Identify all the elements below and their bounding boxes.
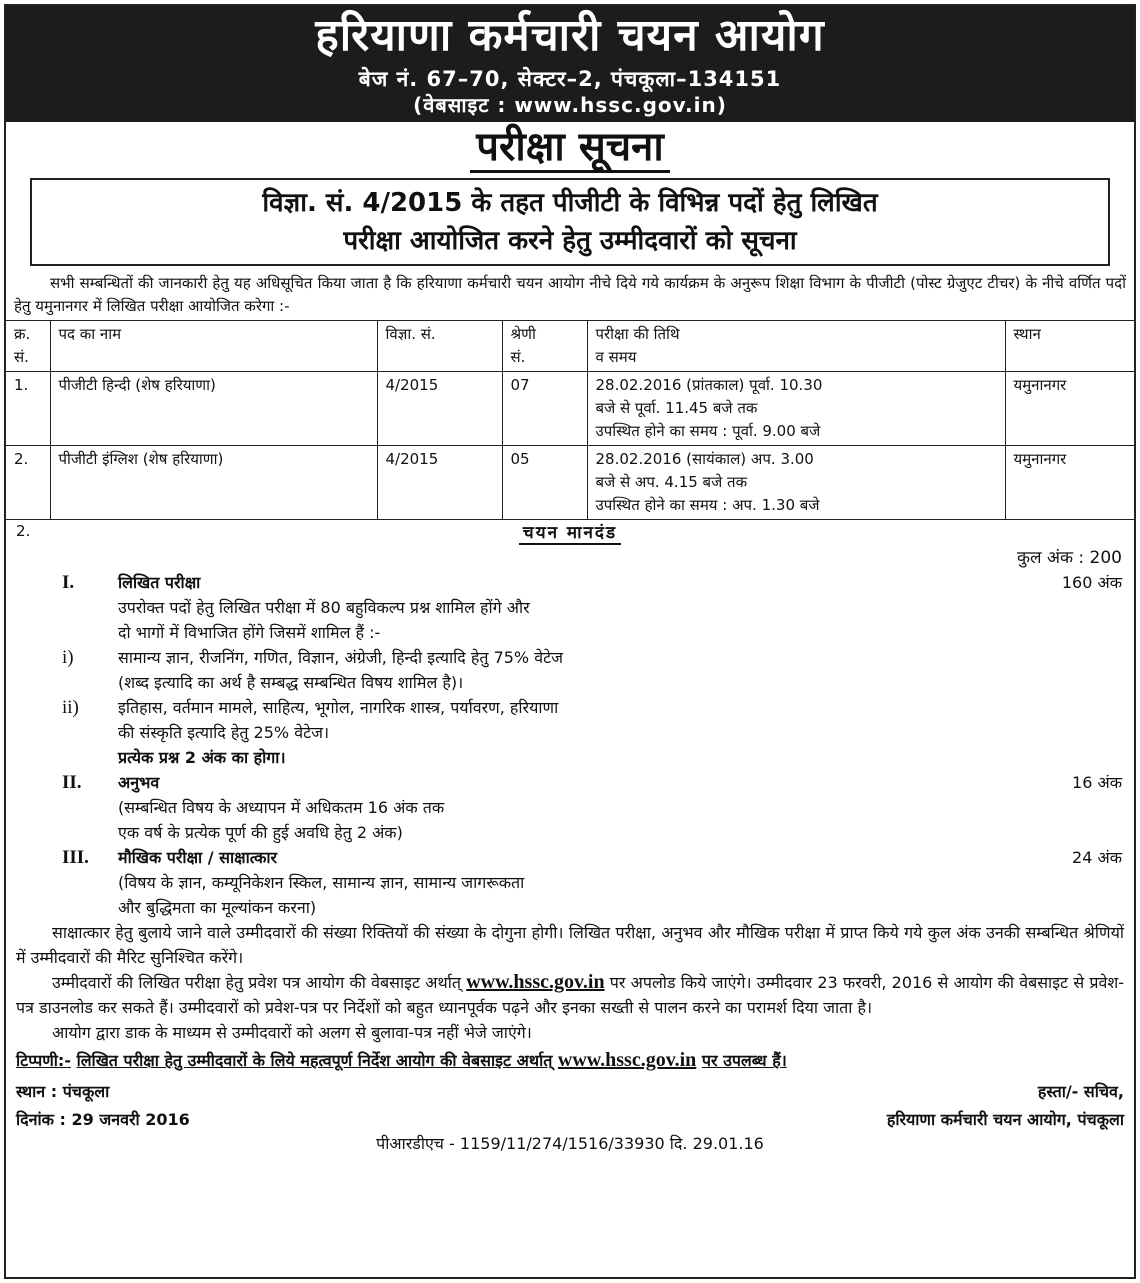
header <box>6 6 1134 122</box>
cell-advt: 4/2015 <box>377 372 502 446</box>
header-sno-line1: क्र. <box>14 325 31 343</box>
sub-item-ii <box>6 695 1134 745</box>
subject-line-1: विज्ञा. सं. 4/2015 के तहत पीजीटी के विभिन्न पदों हेतु लिखित <box>262 188 878 218</box>
subject-line-2: परीक्षा आयोजित करने हेतु उम्मीदवारों को सूचना <box>343 226 797 256</box>
header-post: पद का नाम <box>50 321 377 372</box>
organization-name: हरियाणा कर्मचारी चयन आयोग <box>315 10 825 61</box>
note-website-link[interactable]: www.hssc.gov.in <box>557 1049 697 1071</box>
sub-item-line: इतिहास, वर्तमान मामले, साहित्य, भूगोल, नागरिक शास्त्र, पर्यावरण, हरियाणा <box>118 698 559 717</box>
intro-paragraph: सभी सम्बन्धितों की जानकारी हेतु यह अधिसूचित किया जाता है कि हरियाणा कर्मचारी चयन आयोग नीचे दिये गये कार्यक्रम के अनुरूप शिक्षा विभाग के पीजीटी (पोस्ट ग्रेजुएट टीचर) के नीचे वर्णित पदों हेतु यमुनानगर में लिखित परीक्षा आयोजित करेगा :- <box>14 274 1126 315</box>
cell-datetime-line1: 28.02.2016 (सायंकाल) अप. 3.00 <box>595 450 814 468</box>
section-written-exam <box>6 570 1134 770</box>
table-row <box>6 372 1134 446</box>
section-title: लिखित परीक्षा <box>118 573 201 592</box>
section-experience <box>6 770 1134 845</box>
sub-item-i <box>6 645 1134 695</box>
admit-card-text-pre: उम्मीदवारों की लिखित परीक्षा हेतु प्रवेश पत्र आयोग की वेबसाइट अर्थात् <box>52 973 461 992</box>
sub-item-line: की संस्कृति इत्यादि हेतु 25% वेटेज। <box>118 723 330 742</box>
release-reference: पीआरडीएच - 1159/11/274/1516/33930 दि. 29.01.16 <box>376 1134 764 1153</box>
admit-card-text-post: पर अपलोड किये जाएंगे। उम्मीदवार 23 फरवरी, 2016 से आयोग की वेबसाइट से प्रवेश-पत्र डाउनलोड कर सकते हैं। उम्मीदवारों को प्रवेश-पत्र पर निर्देशों को बहुत ध्यानपूर्वक पढ़ने और इनका सख्ती से पालन करने का परामर्श दिया जाता है। <box>16 973 1125 1017</box>
notice-page <box>4 4 1136 1279</box>
header-datetime-line1: परीक्षा की तिथि <box>595 325 680 343</box>
sub-item-line: सामान्य ज्ञान, रीजनिंग, गणित, विज्ञान, अंग्रेजी, हिन्दी इत्यादि हेतु 75% वेटेज <box>118 648 564 667</box>
website-link[interactable]: www.hssc.gov.in <box>466 971 605 993</box>
header-place: स्थान <box>1005 321 1134 372</box>
cell-datetime <box>587 372 1005 446</box>
header-sno <box>6 321 50 372</box>
header-datetime <box>587 321 1005 372</box>
cell-place: यमुनानगर <box>1005 446 1134 520</box>
section-interview <box>6 845 1134 920</box>
title-block <box>6 122 1134 172</box>
section-marks: 24 अंक <box>1072 848 1122 867</box>
notice-title: परीक्षा सूचना <box>470 124 669 173</box>
section-line: एक वर्ष के प्रत्येक पूर्ण की हुई अवधि हेतु 2 अंक) <box>118 823 403 842</box>
footer-left <box>16 1078 190 1134</box>
organization-address: बेज नं. 67–70, सेक्टर–2, पंचकूला–134151 <box>358 67 782 91</box>
criteria-heading-wrap <box>6 520 1134 543</box>
header-datetime-line2: व समय <box>595 348 637 366</box>
cell-datetime-line3: उपस्थित होने का समय : पूर्वा. 9.00 बजे <box>595 422 821 440</box>
cell-datetime-line3: उपस्थित होने का समय : अप. 1.30 बजे <box>595 496 820 514</box>
cell-datetime-line1: 28.02.2016 (प्रांतकाल) पूर्वा. 10.30 <box>595 376 823 394</box>
header-advt: विज्ञा. सं. <box>377 321 502 372</box>
header-category <box>502 321 587 372</box>
section-title: अनुभव <box>118 773 160 792</box>
cell-post: पीजीटी इंग्लिश (शेष हरियाणा) <box>50 446 377 520</box>
criteria-heading-row <box>6 520 1134 546</box>
footer-signature <box>887 1078 1124 1134</box>
footer-place: स्थान : पंचकूला <box>16 1082 110 1101</box>
cell-datetime-line2: बजे से अप. 4.15 बजे तक <box>595 473 748 491</box>
cell-sno: 1. <box>6 372 50 446</box>
section-roman: III. <box>62 847 89 868</box>
subject-box <box>30 178 1110 266</box>
cell-datetime-line2: बजे से पूर्वा. 11.45 बजे तक <box>595 399 758 417</box>
signature-line-1: हस्ता/- सचिव, <box>1037 1082 1124 1101</box>
organization-website: (वेबसाइट : www.hssc.gov.in) <box>413 93 727 117</box>
header-category-line1: श्रेणी <box>510 325 536 343</box>
section-roman: I. <box>62 572 75 593</box>
note-label: टिप्पणी:- <box>16 1051 71 1070</box>
sub-item-line: (शब्द इत्यादि का अर्थ है सम्बद्ध सम्बन्धित विषय शामिल है)। <box>118 673 464 692</box>
cell-sno: 2. <box>6 446 50 520</box>
sub-item-label: i) <box>62 647 74 668</box>
section-line: (सम्बन्धित विषय के अध्यापन में अधिकतम 16 अंक तक <box>118 798 445 817</box>
criteria-number: 2. <box>16 522 31 540</box>
section-title: मौखिक परीक्षा / साक्षात्कार <box>118 848 278 867</box>
table-header-row <box>6 321 1134 372</box>
section-marks: 16 अंक <box>1072 773 1122 792</box>
cell-category: 07 <box>502 372 587 446</box>
section-roman: II. <box>62 772 82 793</box>
note-text-post: पर उपलब्ध हैं। <box>701 1051 787 1070</box>
section-line: और बुद्धिमता का मूल्यांकन करना) <box>118 898 317 917</box>
header-sno-line2: सं. <box>14 348 29 366</box>
each-question-marks: प्रत्येक प्रश्न 2 अंक का होगा। <box>118 748 286 767</box>
cell-category: 05 <box>502 446 587 520</box>
section-line: दो भागों में विभाजित होंगे जिसमें शामिल हैं :- <box>118 623 381 642</box>
table-row <box>6 446 1134 520</box>
footer <box>6 1076 1134 1154</box>
cell-datetime <box>587 446 1005 520</box>
criteria-heading: चयन मानदंड <box>519 523 621 545</box>
cell-post: पीजीटी हिन्दी (शेष हरियाणा) <box>50 372 377 446</box>
section-line: उपरोक्त पदों हेतु लिखित परीक्षा में 80 बहुविकल्प प्रश्न शामिल होंगे और <box>118 598 530 617</box>
section-marks: 160 अंक <box>1061 573 1122 592</box>
call-letter-paragraph: आयोग द्वारा डाक के माध्यम से उम्मीदवारों को अलग से बुलावा-पत्र नहीं भेजे जाएंगे। <box>52 1023 532 1042</box>
merit-paragraph: साक्षात्कार हेतु बुलाये जाने वाले उम्मीदवारों की संख्या रिक्तियों की संख्या के दोगुना होगी। लिखित परीक्षा, अनुभव और मौखिक परीक्षा में प्राप्त किये गये कुल अंक उनकी सम्बन्धित श्रेणियों में उम्मीदवारों की मैरिट सुनिश्चित करेंगे। <box>16 923 1124 967</box>
schedule-table <box>6 320 1134 520</box>
cell-advt: 4/2015 <box>377 446 502 520</box>
footer-date: दिनांक : 29 जनवरी 2016 <box>16 1110 190 1129</box>
signature-line-2: हरियाणा कर्मचारी चयन आयोग, पंचकूला <box>886 1110 1124 1129</box>
admit-card-paragraph <box>6 970 1134 1020</box>
sub-item-label: ii) <box>62 697 79 718</box>
total-marks: कुल अंक : 200 <box>1016 548 1122 568</box>
section-line: (विषय के ज्ञान, कम्यूनिकेशन स्किल, सामान्य ज्ञान, सामान्य जागरूकता <box>118 873 525 892</box>
header-category-line2: सं. <box>510 348 526 366</box>
note-text-pre: लिखित परीक्षा हेतु उम्मीदवारों के लिये महत्वपूर्ण निर्देश आयोग की वेबसाइट अर्थात् <box>76 1051 553 1070</box>
note-line <box>6 1045 1134 1076</box>
cell-place: यमुनानगर <box>1005 372 1134 446</box>
